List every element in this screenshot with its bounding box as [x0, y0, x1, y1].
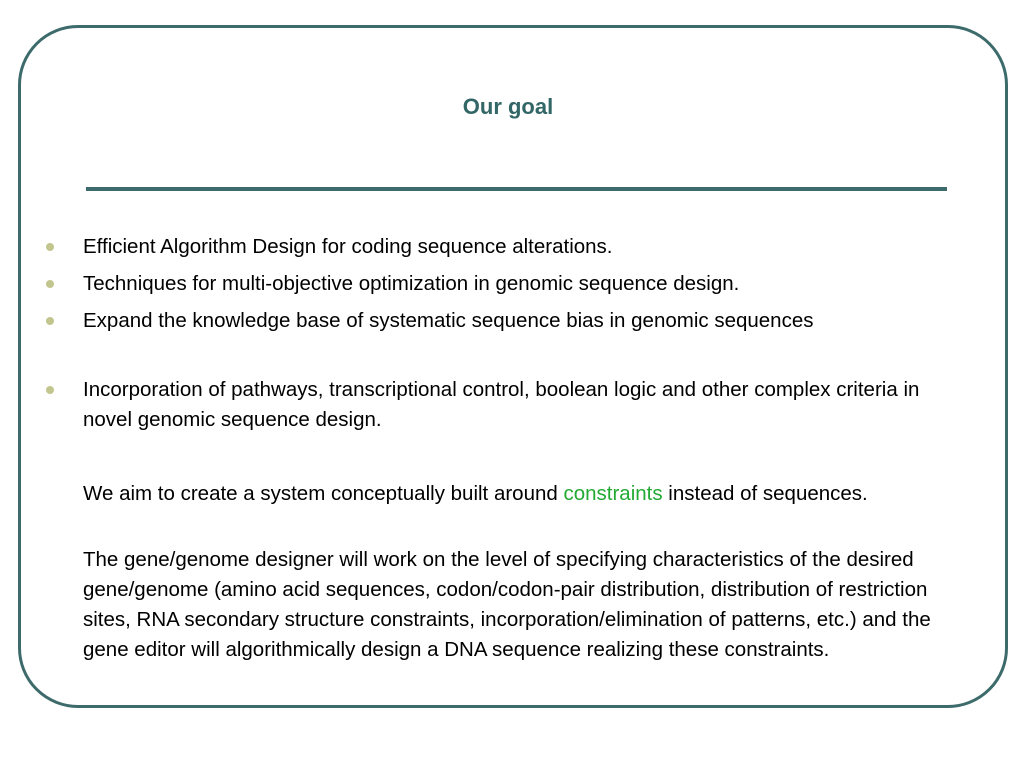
bullet-dot-icon	[46, 243, 54, 251]
designer-paragraph: The gene/genome designer will work on the level of specifying characteristics of the desired gene/genome (amino acid sequences, codon/codon-pair distribution, distribution of restriction sites, RNA secondary structure constraints, incorporation/elimination of patterns, etc.) and the gene editor will algorithmically design a DNA sequence realizing these constraints.	[83, 548, 931, 661]
aim-text-before: We aim to create a system conceptually built around	[83, 482, 564, 505]
bullet-item-1: Efficient Algorithm Design for coding sequence alterations.	[83, 235, 613, 258]
aim-text-after: instead of sequences.	[662, 482, 868, 505]
aim-paragraph	[83, 479, 963, 509]
bullet-item-2: Techniques for multi-objective optimization in genomic sequence design.	[83, 272, 740, 295]
bullet-dot-icon	[46, 280, 54, 288]
bullet-dot-icon	[46, 386, 54, 394]
slide-title: Our goal	[462, 94, 554, 119]
bullet-item-3: Expand the knowledge base of systematic sequence bias in genomic sequences	[83, 309, 814, 332]
bullet-dot-icon	[46, 317, 54, 325]
bullet-item-4: Incorporation of pathways, transcriptional control, boolean logic and other complex criteria in novel genomic sequence design.	[83, 378, 920, 431]
aim-highlight-constraints: constraints	[563, 482, 663, 505]
